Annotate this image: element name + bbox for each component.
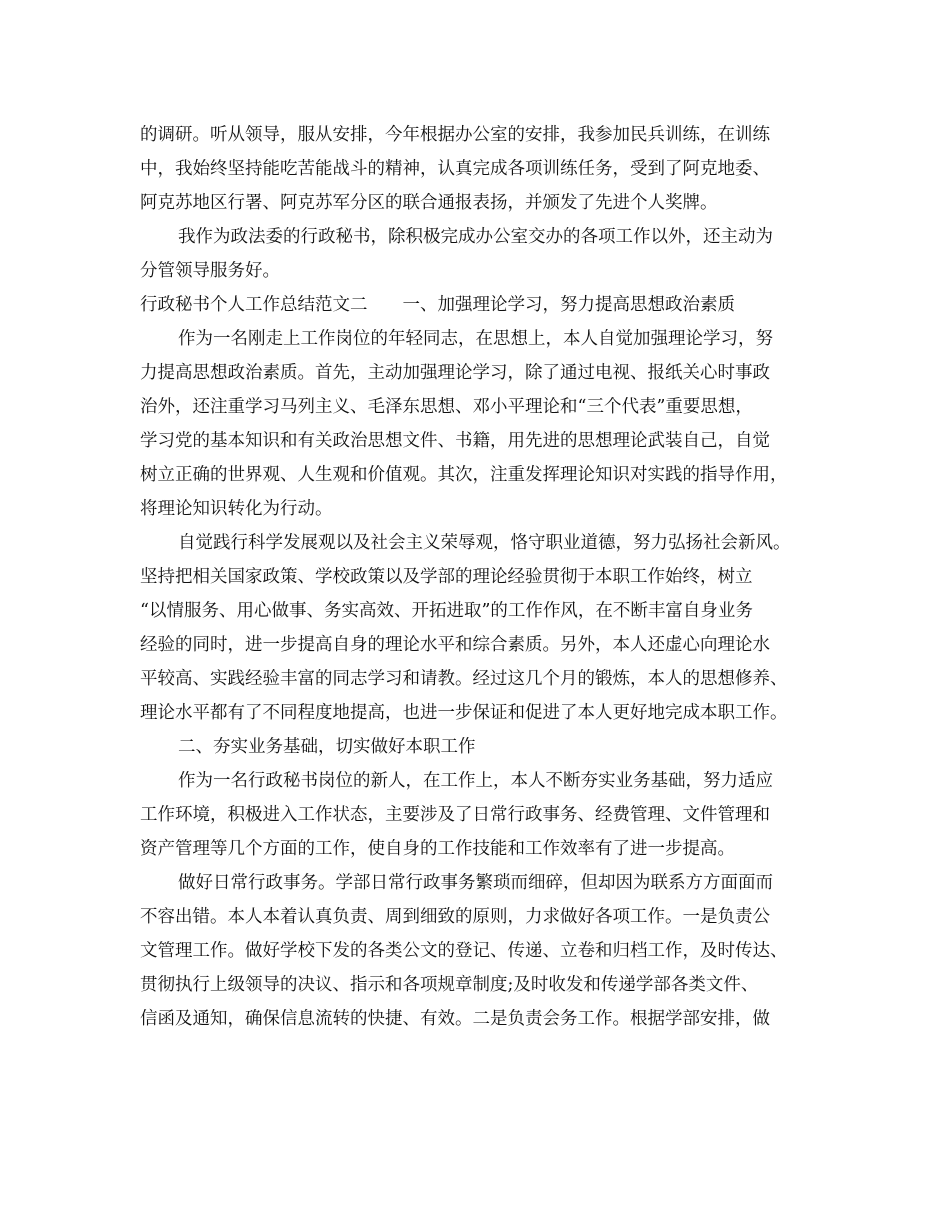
text-line: 树立正确的世界观、人生观和价值观。其次，注重发挥理论知识对实践的指导作用， — [140, 465, 788, 485]
text-line: 中，我始终坚持能吃苦能战斗的精神，认真完成各项训练任务，受到了阿克地委、 — [140, 159, 770, 179]
text-line: 不容出错。本人本着认真负责、周到细致的原则，力求做好各项工作。一是负责公 — [140, 907, 770, 927]
text-line: 将理论知识转化为行动。 — [140, 499, 333, 519]
text-line: 的调研。听从领导，服从安排，今年根据办公室的安排，我参加民兵训练，在训练 — [140, 125, 770, 145]
text-line: 经验的同时，进一步提高自身的理论水平和综合素质。另外，本人还虚心向理论水 — [140, 635, 770, 655]
text-line: 我作为政法委的行政秘书，除积极完成办公室交办的各项工作以外，还主动为 — [178, 227, 773, 247]
text-line: 学习党的基本知识和有关政治思想文件、书籍，用先进的思想理论武装自己，自觉 — [140, 431, 770, 451]
text-line: “以情服务、用心做事、务实高效、开拓进取”的工作作风，在不断丰富自身业务 — [140, 601, 753, 621]
text-line: 行政秘书个人工作总结范文二 一、加强理论学习，努力提高思想政治素质 — [140, 295, 735, 315]
text-line: 信函及通知，确保信息流转的快捷、有效。二是负责会务工作。根据学部安排，做 — [140, 1009, 770, 1029]
text-line: 自觉践行科学发展观以及社会主义荣辱观，恪守职业道德，努力弘扬社会新风。 — [178, 533, 791, 553]
text-line: 工作环境，积极进入工作状态，主要涉及了日常行政事务、经费管理、文件管理和 — [140, 805, 770, 825]
text-line: 资产管理等几个方面的工作，使自身的工作技能和工作效率有了进一步提高。 — [140, 839, 735, 859]
text-line: 治外，还注重学习马列主义、毛泽东思想、邓小平理论和“三个代表”重要思想， — [140, 397, 753, 417]
text-line: 贯彻执行上级领导的决议、指示和各项规章制度;及时收发和传递学部各类文件、 — [140, 975, 759, 995]
text-line: 分管领导服务好。 — [140, 261, 280, 281]
text-line: 坚持把相关国家政策、学校政策以及学部的理论经验贯彻于本职工作始终，树立 — [140, 567, 753, 587]
text-line: 二、夯实业务基础，切实做好本职工作 — [178, 737, 476, 757]
document-body — [140, 118, 810, 1036]
text-line: 力提高思想政治素质。首先，主动加强理论学习，除了通过电视、报纸关心时事政 — [140, 363, 770, 383]
text-line: 理论水平都有了不同程度地提高，也进一步保证和促进了本人更好地完成本职工作。 — [140, 703, 788, 723]
text-line: 阿克苏地区行署、阿克苏军分区的联合通报表扬，并颁发了先进个人奖牌。 — [140, 193, 718, 213]
text-line: 文管理工作。做好学校下发的各类公文的登记、传递、立卷和归档工作，及时传达、 — [140, 941, 788, 961]
text-line: 平较高、实践经验丰富的同志学习和请教。经过这几个月的锻炼，本人的思想修养、 — [140, 669, 788, 689]
text-line: 做好日常行政事务。学部日常行政事务繁琐而细碎，但却因为联系方方面面而 — [178, 873, 773, 893]
text-line: 作为一名行政秘书岗位的新人，在工作上，本人不断夯实业务基础，努力适应 — [178, 771, 773, 791]
text-line: 作为一名刚走上工作岗位的年轻同志，在思想上，本人自觉加强理论学习，努 — [178, 329, 773, 349]
